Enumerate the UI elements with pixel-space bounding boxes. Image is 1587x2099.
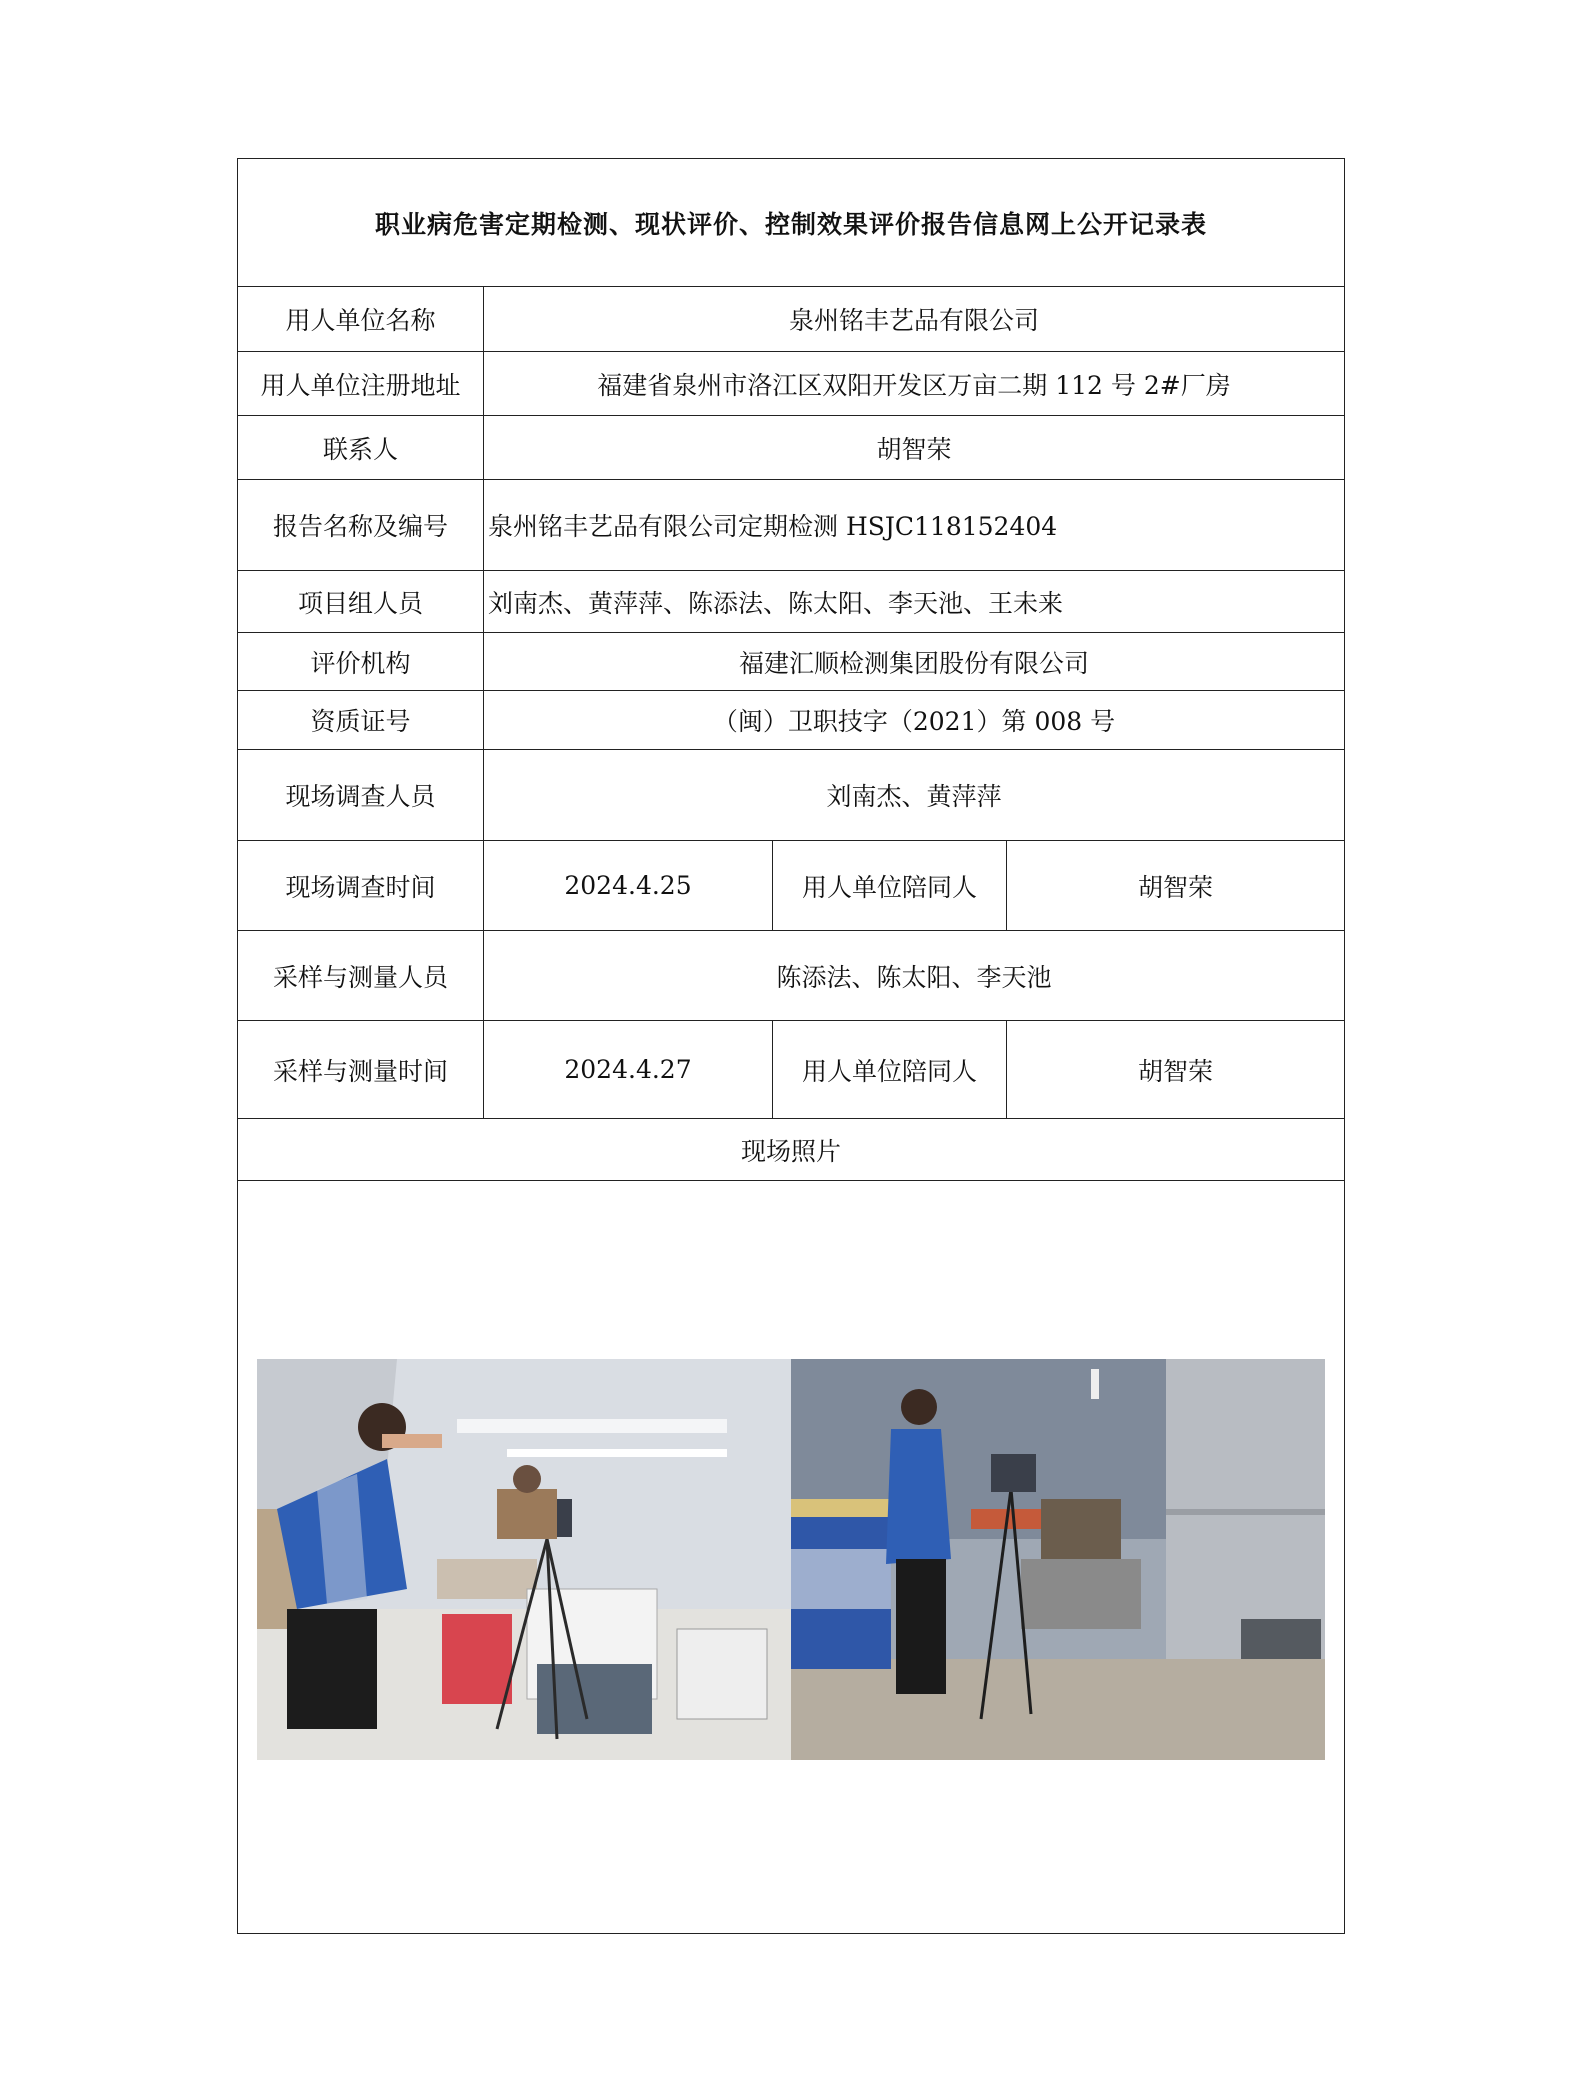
employer-address-value: 福建省泉州市洛江区双阳开发区万亩二期 112 号 2#厂房 [484,352,1345,416]
survey-staff-value: 刘南杰、黄萍萍 [484,750,1345,841]
title-row [238,159,1345,287]
license-value: （闽）卫职技字（2021）第 008 号 [484,691,1345,750]
report-label: 报告名称及编号 [238,480,484,571]
row-photos-header [238,1119,1345,1181]
row-license [238,691,1345,750]
photos-cell [238,1181,1345,1934]
team-value: 刘南杰、黄萍萍、陈添法、陈太阳、李天池、王未来 [484,571,1345,633]
survey-time-value: 2024.4.25 [484,841,773,931]
sampling-accompany-value: 胡智荣 [1007,1021,1345,1119]
site-photo-1 [257,1359,791,1760]
sampling-staff-label: 采样与测量人员 [238,931,484,1021]
site-photo-2 [791,1359,1325,1760]
row-agency [238,633,1345,691]
agency-label: 评价机构 [238,633,484,691]
row-report [238,480,1345,571]
survey-accompany-label: 用人单位陪同人 [773,841,1007,931]
row-survey-time [238,841,1345,931]
report-value: 泉州铭丰艺品有限公司定期检测 HSJC118152404 [484,480,1345,571]
site-photos [257,1359,1325,1760]
survey-time-label: 现场调查时间 [238,841,484,931]
employer-address-label: 用人单位注册地址 [238,352,484,416]
employer-name-value: 泉州铭丰艺品有限公司 [484,287,1345,352]
photos-label: 现场照片 [238,1119,1345,1181]
survey-staff-label: 现场调查人员 [238,750,484,841]
row-team [238,571,1345,633]
row-photos [238,1181,1345,1934]
team-label: 项目组人员 [238,571,484,633]
sampling-time-label: 采样与测量时间 [238,1021,484,1119]
row-employer-address [238,352,1345,416]
sampling-time-value: 2024.4.27 [484,1021,773,1119]
contact-label: 联系人 [238,416,484,480]
row-contact [238,416,1345,480]
row-sampling-time [238,1021,1345,1119]
contact-value: 胡智荣 [484,416,1345,480]
license-label: 资质证号 [238,691,484,750]
agency-value: 福建汇顺检测集团股份有限公司 [484,633,1345,691]
sampling-staff-value: 陈添法、陈太阳、李天池 [484,931,1345,1021]
row-sampling-staff [238,931,1345,1021]
employer-name-label: 用人单位名称 [238,287,484,352]
survey-accompany-value: 胡智荣 [1007,841,1345,931]
page-title: 职业病危害定期检测、现状评价、控制效果评价报告信息网上公开记录表 [238,159,1345,287]
record-table [237,158,1345,1934]
sampling-accompany-label: 用人单位陪同人 [773,1021,1007,1119]
row-survey-staff [238,750,1345,841]
row-employer-name [238,287,1345,352]
